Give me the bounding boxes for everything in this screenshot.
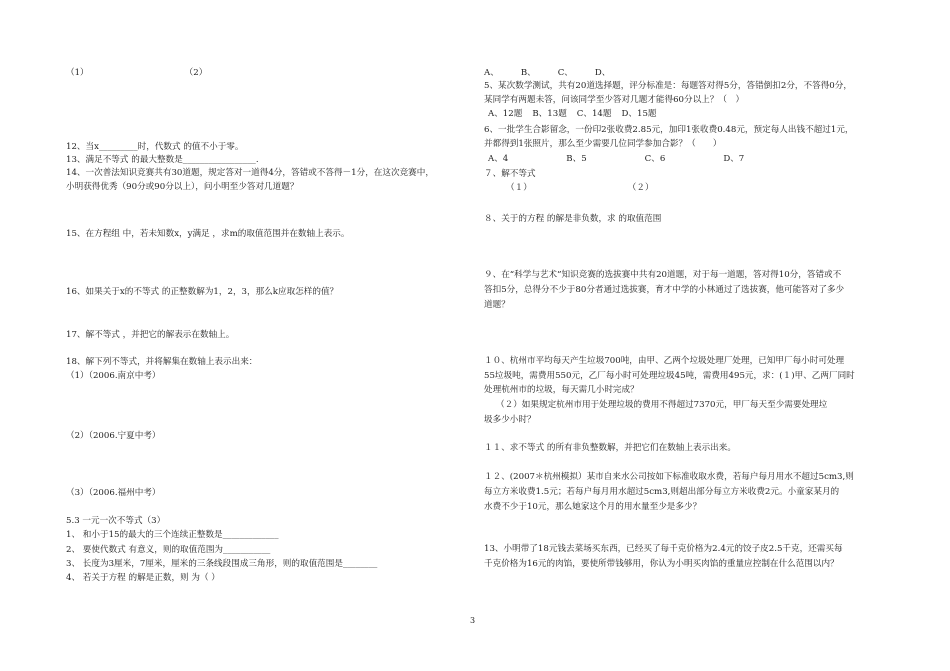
question-8: ８、关于的方程 的解是非负数，求 的取值范围 xyxy=(484,214,662,224)
page-number: 3 xyxy=(470,616,476,625)
question-5-line-2: 某同学有两题未答，问该同学至少答对几题才能得60分以上？（ ） xyxy=(484,95,745,105)
question-9-line-1: ９、在“科学与艺术”知识竞赛的选拔赛中共有20道题，对于每一道题，答对得10分，答错或不 xyxy=(484,270,842,280)
question-12: 12、当x_________时，代数式 的值不小于零。 xyxy=(66,142,244,152)
question-line: （1） （2） xyxy=(66,68,208,78)
question-6-line-2: 并都得到1张照片，那么至少需要几位同学参加合影？（ ） xyxy=(484,139,722,149)
question-10-part-2: （２）如果规定杭州市用于处理垃圾的费用不得超过7370元，甲厂每天至少需要处理垃 xyxy=(496,400,828,410)
question-12-line-1: １２、(2007＊杭州模拟）某市自来水公司按如下标准收取水费，若每户每月用水不超过5cm3,则 xyxy=(484,472,854,482)
question-18: 18、解下列不等式，并将解集在数轴上表示出来： xyxy=(66,357,258,367)
question-18-part-1: （1）（2006.南京中考） xyxy=(66,371,161,381)
question-9-line-3: 道题？ xyxy=(484,300,510,310)
section-heading: 5.3 一元一次不等式（3） xyxy=(66,516,166,526)
question-9-line-2: 答扣5分，总得分不少于80分者通过选拔赛，育才中学的小林通过了选拔赛，他可能答对了多少 xyxy=(484,285,845,295)
question-10-line-1: １０、杭州市平均每天产生垃圾700吨，由甲、乙两个垃圾处理厂处理，已知甲厂每小时可处理 xyxy=(484,356,845,366)
question-6-line-1: 6、一批学生合影留念，一份印2张收费2.85元，加印1张收费0.48元，预定每人出钱不超过1元， xyxy=(484,125,854,135)
question-10-line-3: 处理杭州市的垃圾，每天需几小时完成？ xyxy=(484,385,639,395)
question-5-line-1: 5、某次数学测试，共有20道选择题，评分标准是：每题答对得5分，答错倒扣2分，不答得0分， xyxy=(484,81,852,91)
answer-options: A、 B、 C、 D、 xyxy=(484,68,611,78)
question-10-part-2-cont: 圾多少小时？ xyxy=(484,415,536,425)
question-13: 13、满足不等式 的最大整数是_________________. xyxy=(66,155,259,165)
question-16: 16、如果关于x的不等式 的正整数解为1，2，3，那么k应取怎样的值？ xyxy=(66,287,339,297)
right-column xyxy=(484,0,886,671)
question-11: １１、求不等式 的所有非负整数解，并把它们在数轴上表示出来。 xyxy=(484,443,736,453)
left-column xyxy=(66,0,476,671)
question-14-line-1: 14、一次普法知识竞赛共有30道题，规定答对一道得4分，答错或不答得－1分，在这次竞赛中， xyxy=(66,168,434,178)
exercise-2: 2、 要使代数式 有意义，则的取值范围为___________ xyxy=(66,545,271,555)
question-10-line-2: 55垃圾吨，需费用550元，乙厂每小时可处理垃圾45吨，需费用495元，求：(１)甲、乙两厂同时 xyxy=(484,371,855,381)
exercise-4: 4、 若关于方程 的解是正数，则 为（ ） xyxy=(66,573,220,583)
question-18-part-2: （2）（2006.宁夏中考） xyxy=(66,431,161,441)
question-14-line-2: 小明获得优秀（90分或90分以上），问小明至少答对几道题？ xyxy=(66,182,299,192)
question-12-line-2: 每立方米收费1.5元；若每户每月用水超过5cm3,则超出部分每立方米收费2元。小童家某月的 xyxy=(484,487,840,497)
question-18-part-3: （3）（2006.福州中考） xyxy=(66,488,161,498)
question-5-options: A、12题 B、13题 C、14题 D、15题 xyxy=(488,109,657,119)
question-7: ７、解不等式 xyxy=(484,169,536,179)
question-17: 17、解不等式 ，并把它的解表示在数轴上。 xyxy=(66,330,235,340)
exercise-1: 1、 和小于15的最大的三个连续正整数是_____________ xyxy=(66,530,279,540)
question-7-parts: （１） （２） xyxy=(506,183,654,193)
question-13-line-2: 千克价格为16元的肉馅，要使所带钱够用，你认为小明买肉馅的重量应控制在什么范围以内？ xyxy=(484,559,839,569)
question-6-options: A、4 B、5 C、6 D、7 xyxy=(488,154,745,164)
exercise-3: 3、 长度为3厘米，7厘米，厘米的三条线段围成三角形，则的取值范围是________ xyxy=(66,559,378,569)
question-15: 15、在方程组 中，若未知数x，y满足 ，求m的取值范围并在数轴上表示。 xyxy=(66,229,350,239)
question-13-line-1: 13、小明带了18元钱去菜场买东西，已经买了每千克价格为2.4元的饺子皮2.5千克，还需买每 xyxy=(484,544,843,554)
question-12-line-3: 水费不少于10元，那么她家这个月的用水量至少是多少？ xyxy=(484,502,702,512)
